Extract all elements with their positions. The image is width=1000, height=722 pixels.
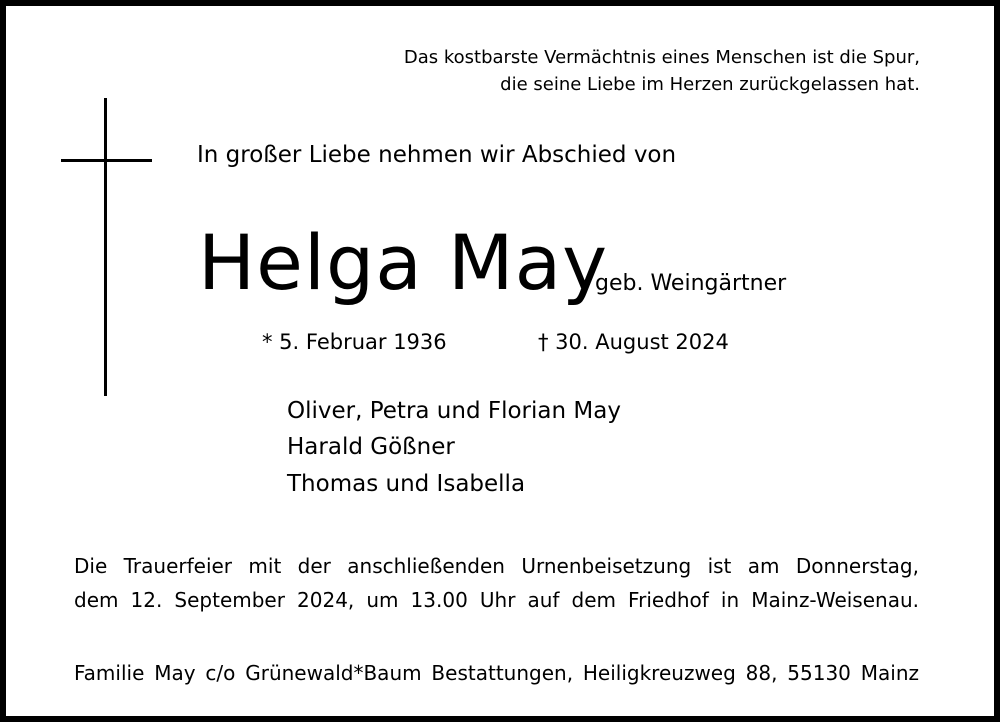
quote-line-1: Das kostbarste Vermächtnis eines Menschen ist die Spur, [403,47,920,68]
mourner-line: Oliver, Petra und Florian May [287,398,621,424]
intro-text: In großer Liebe nehmen wir Abschied von [197,142,677,168]
birth-date: * 5. Februar 1936 [262,330,447,354]
mourner-line: Harald Gößner [287,434,455,460]
mourner-line: Thomas und Isabella [287,471,526,497]
cross-icon-bar [61,159,152,162]
maiden-name: geb. Weingärtner [595,271,787,296]
cross-icon [104,98,107,396]
quote-line-2: die seine Liebe im Herzen zurückgelassen hat. [500,74,920,95]
ceremony-line-2: dem 12. September 2024, um 13.00 Uhr auf dem Friedhof in Mainz-Weisenau. [74,588,919,612]
contact-line: Familie May c/o Grünewald*Baum Bestattungen, Heiligkreuzweg 88, 55130 Mainz [74,661,919,685]
ceremony-line-1: Die Trauerfeier mit der anschließenden Urnenbeisetzung ist am Donnerstag, [74,554,919,578]
death-date: † 30. August 2024 [538,330,729,354]
deceased-name: Helga May [198,218,609,307]
